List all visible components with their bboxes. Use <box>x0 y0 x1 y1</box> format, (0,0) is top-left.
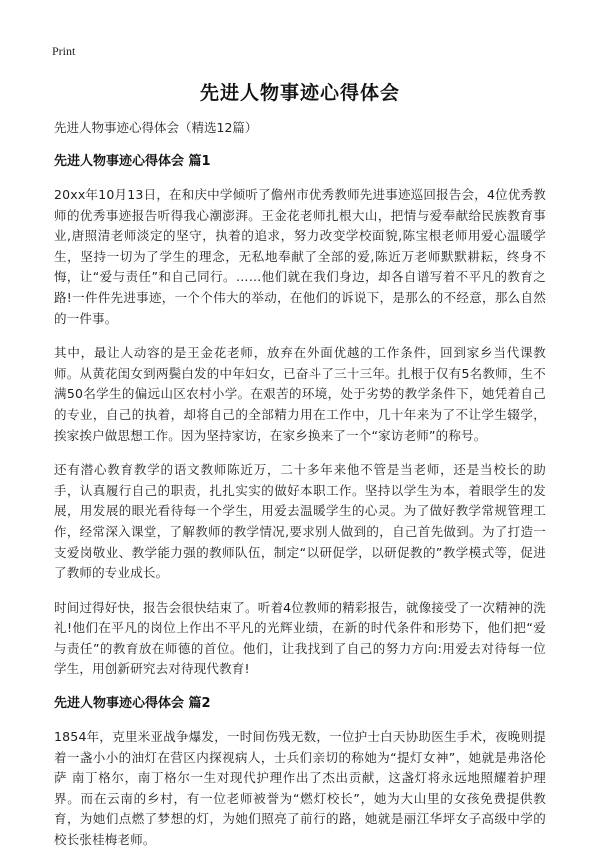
document-subtitle: 先进人物事迹心得体会（精选12篇） <box>54 120 258 135</box>
paragraph: 其中，最让人动容的是王金花老师，放弃在外面优越的工作条件，回到家乡当代课教师。从黄花闺女到两鬓白发的中年妇女，已奋斗了三十三年。扎根于仅有5名教师，生不满50名学生的偏远山区农村小学。在艰苦的环境，处于劣势的教学条件下，她凭着自己的专业，自己的执着，却将自己的全部精力用在工作中，几十年来为了不让学生辍学，挨家挨户做思想工作。因为坚持家访，在家乡换来了一个“家访老师”的称号。 <box>54 345 546 443</box>
print-label[interactable]: Print <box>52 44 76 58</box>
section-heading-1: 先进人物事迹心得体会 篇1 <box>54 154 211 169</box>
paragraph: 20xx年10月13日，在和庆中学倾听了儋州市优秀教师先进事迹巡回报告会，4位优秀教师的优秀事迹报告听得我心潮澎湃。王金花老师扎根大山，把情与爱奉献给民族教育事业,唐照清老师淡定的坚守，执着的追求，努力改变学校面貌,陈宝根老师用爱心温暖学生，坚持一切为了学生的理念，无私地奉献了全部的爱,陈近万老师默默耕耘，终身不悔，让“爱与责任”和自己同行。……他们就在我们身边，却各自谱写着不平凡的教育之路!一件件先进事迹，一个个伟大的举动，在他们的诉说下，是那么的不经意，那么自然的一件事。 <box>54 187 546 326</box>
paragraph: 1854年，克里米亚战争爆发，一时间伤残无数，一位护士白天协助医生手术，夜晚则提着一盏小小的油灯在营区内探视病人，士兵们亲切的称她为“提灯女神”，她就是弗洛伦萨 南丁格尔，南丁格尔一生对现代护理作出了杰出贡献，这盏灯将永远地照耀着护理界。而在云南的乡村，有一位老师被誉为“燃灯校长”，她为大山里的女孩免费提供教育，为她们点燃了梦想的灯，为她们照亮了前行的路，她就是丽江华坪女子高级中学的校长张桂梅老师。 <box>54 729 546 848</box>
page-title: 先进人物事迹心得体会 <box>199 82 400 104</box>
section-heading-2: 先进人物事迹心得体会 篇2 <box>54 696 211 712</box>
paragraph: 还有潜心教育教学的语文教师陈近万，二十多年来他不管是当老师，还是当校长的助手，认真履行自己的职责，扎扎实实的做好本职工作。坚持以学生为本，着眼学生的发展，用发展的眼光看待每一个学生，用爱去温暖学生的心灵。为了做好教学常规管理工作，经常深入课堂，了解教师的教学情况,要求别人做到的，自己首先做到。为了打造一支爱岗敬业、教学能力强的教师队伍，制定“以研促学，以研促教的”教学模式等，促进了教师的专业成长。 <box>54 462 546 581</box>
document-body <box>54 118 546 865</box>
paragraph: 时间过得好快，报告会很快结束了。听着4位教师的精彩报告，就像接受了一次精神的洗礼!他们在平凡的岗位上作出不平凡的光辉业绩，在新的时代条件和形势下，他们把“爱与责任”的教育放在师德的首位。他们，让我找到了自己的努力方向:用爱去对待每一位学生，用创新研究去对待现代教育! <box>54 599 546 677</box>
